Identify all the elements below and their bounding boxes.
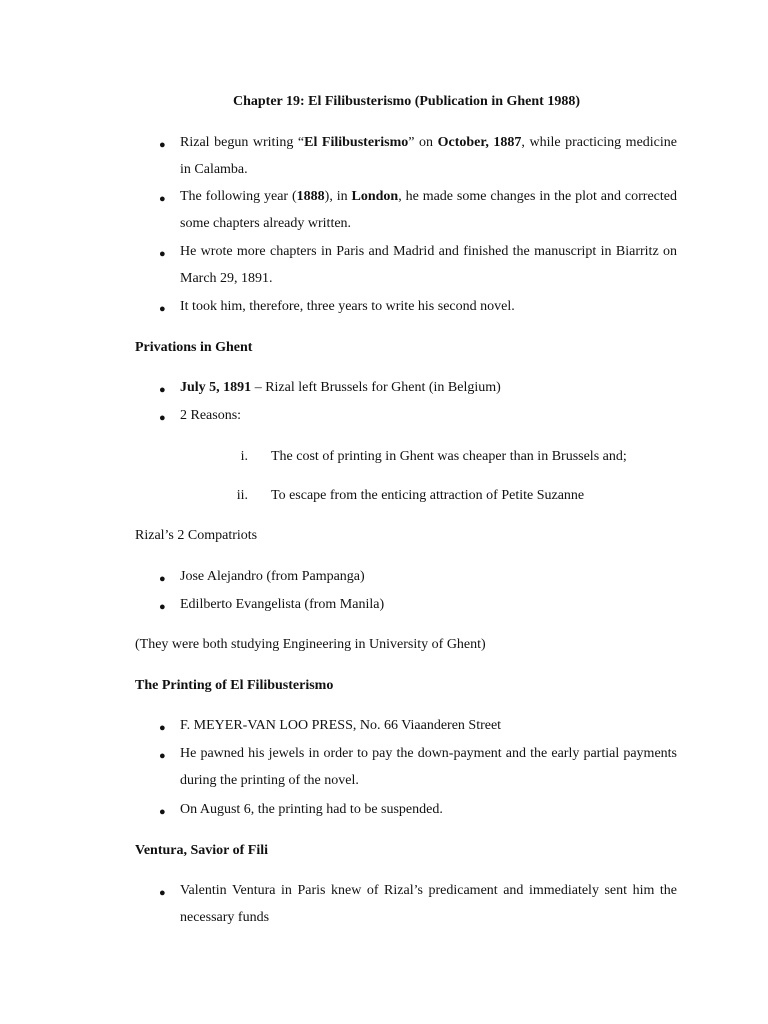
text-segment: , he made some changes in the plot and corrected some chapters already written. (180, 189, 677, 231)
text-segment: Rizal begun writing “ (180, 135, 305, 150)
bullet-icon: ● (159, 722, 166, 734)
compatriots-note: (They were both studying Engineering in University of Ghent) (135, 637, 486, 652)
printing-bullet-2: He pawned his jewels in order to pay the down-payment and the early partial payments during the printing of the novel. (180, 746, 677, 788)
reason-numeral: i. (240, 449, 248, 464)
section-heading-printing: The Printing of El Filibusterismo (135, 678, 334, 693)
bold-text: London (351, 189, 399, 204)
reason-numeral: ii. (236, 488, 248, 503)
bullet-icon: ● (159, 303, 166, 315)
printing-bullet-3: On August 6, the printing had to be suspended. (180, 802, 443, 817)
section-heading-ventura: Ventura, Savior of Fili (135, 843, 269, 858)
text-segment: ” on (408, 135, 438, 150)
compatriot-item: Jose Alejandro (from Pampanga) (180, 569, 365, 584)
intro-bullet-4: It took him, therefore, three years to write his second novel. (180, 299, 515, 314)
ventura-bullet-1: Valentin Ventura in Paris knew of Rizal’s predicament and immediately sent him the necessary funds (180, 883, 677, 925)
privations-bullet-1 (180, 380, 501, 396)
bold-text: El Filibusterismo (304, 135, 409, 150)
reason-text: To escape from the enticing attraction of Petite Suzanne (271, 488, 585, 503)
bullet-icon: ● (159, 573, 166, 585)
compatriot-item: Edilberto Evangelista (from Manila) (180, 597, 385, 612)
text-segment: The following year ( (180, 189, 297, 204)
intro-bullet-2 (180, 183, 677, 237)
bullet-icon: ● (159, 806, 166, 818)
bold-date: July 5, 1891 (180, 380, 252, 395)
privations-bullet-2: 2 Reasons: (180, 408, 242, 423)
printing-bullet-1: F. MEYER-VAN LOO PRESS, No. 66 Viaanderen Street (180, 718, 502, 733)
intro-bullet-1 (180, 129, 677, 183)
text-segment: ), in (324, 189, 352, 204)
intro-bullet-3: He wrote more chapters in Paris and Madrid and finished the manuscript in Biarritz on March 29, 1891. (180, 244, 677, 286)
bullet-icon: ● (159, 750, 166, 762)
section-heading-privations: Privations in Ghent (135, 340, 253, 355)
text-segment: – Rizal left Brussels for Ghent (in Belgium) (251, 380, 501, 395)
bullet-icon: ● (159, 887, 166, 899)
bold-text: 1888 (296, 189, 325, 204)
section-heading-compatriots: Rizal’s 2 Compatriots (135, 528, 258, 543)
bullet-icon: ● (159, 412, 166, 424)
document-title: Chapter 19: El Filibusterismo (Publication in Ghent 1988) (232, 94, 581, 109)
bullet-icon: ● (159, 601, 166, 613)
bullet-icon: ● (159, 248, 166, 260)
bold-text: October, 1887 (437, 135, 522, 150)
reason-text: The cost of printing in Ghent was cheaper than in Brussels and; (271, 449, 627, 464)
bullet-icon: ● (159, 384, 166, 396)
text-segment: , while practicing medicine in Calamba. (180, 135, 677, 177)
bullet-icon: ● (159, 139, 166, 151)
bullet-icon: ● (159, 193, 166, 205)
